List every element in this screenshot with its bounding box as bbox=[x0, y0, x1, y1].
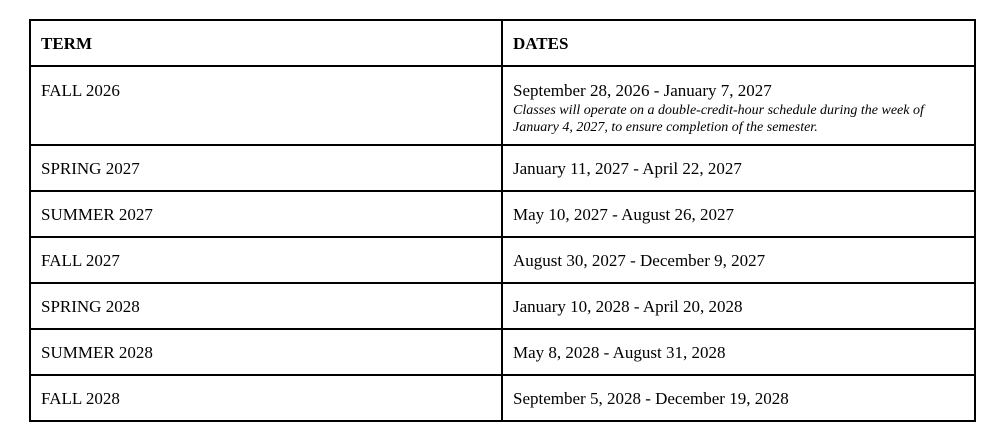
dates-cell bbox=[502, 375, 975, 421]
dates-cell bbox=[502, 145, 975, 191]
date-range: May 10, 2027 - August 26, 2027 bbox=[513, 204, 734, 224]
term-schedule-table bbox=[29, 19, 976, 422]
term-cell bbox=[30, 191, 502, 237]
term-cell bbox=[30, 237, 502, 283]
date-range: May 8, 2028 - August 31, 2028 bbox=[513, 342, 726, 362]
dates-cell bbox=[502, 283, 975, 329]
table-row bbox=[30, 283, 975, 329]
term-name: SPRING 2027 bbox=[41, 158, 140, 178]
dates-cell bbox=[502, 237, 975, 283]
term-cell bbox=[30, 66, 502, 145]
term-cell bbox=[30, 145, 502, 191]
term-cell bbox=[30, 375, 502, 421]
term-name: FALL 2026 bbox=[41, 81, 120, 100]
term-cell bbox=[30, 329, 502, 375]
dates-cell bbox=[502, 66, 975, 145]
date-range: September 28, 2026 - January 7, 2027 bbox=[513, 81, 772, 100]
table-row bbox=[30, 191, 975, 237]
term-name: SUMMER 2027 bbox=[41, 204, 153, 224]
table-header-row bbox=[30, 20, 975, 66]
table-row bbox=[30, 375, 975, 421]
dates-cell bbox=[502, 329, 975, 375]
date-range: September 5, 2028 - December 19, 2028 bbox=[513, 388, 789, 408]
date-range: January 11, 2027 - April 22, 2027 bbox=[513, 158, 742, 178]
date-range: August 30, 2027 - December 9, 2027 bbox=[513, 250, 766, 270]
table-row bbox=[30, 66, 975, 145]
term-column-header: TERM bbox=[30, 20, 502, 66]
term-name: SUMMER 2028 bbox=[41, 342, 153, 362]
term-name: SPRING 2028 bbox=[41, 296, 140, 316]
dates-cell bbox=[502, 191, 975, 237]
term-name: FALL 2028 bbox=[41, 388, 120, 408]
term-cell bbox=[30, 283, 502, 329]
dates-column-header: DATES bbox=[502, 20, 975, 66]
term-name: FALL 2027 bbox=[41, 250, 120, 270]
schedule-note: Classes will operate on a double-credit-hour schedule during the week of January 4, 2027, to ensure completion of the semester. bbox=[513, 103, 924, 135]
table-row bbox=[30, 237, 975, 283]
date-range: January 10, 2028 - April 20, 2028 bbox=[513, 296, 743, 316]
table-row bbox=[30, 145, 975, 191]
table-row bbox=[30, 329, 975, 375]
